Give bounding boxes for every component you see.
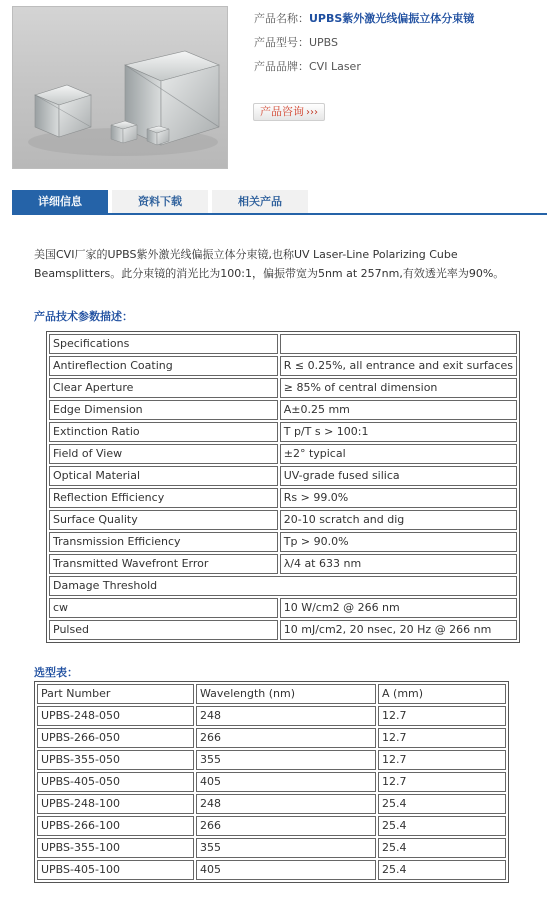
spec-value-cell: T p/T s > 100:1 <box>280 422 517 442</box>
spec-name-cell: Edge Dimension <box>49 400 278 420</box>
chevron-right-icon: ››› <box>306 107 318 118</box>
spec-name-cell: Field of View <box>49 444 278 464</box>
spec-name-cell: Transmission Efficiency <box>49 532 278 552</box>
spec-name-cell: Antireflection Coating <box>49 356 278 376</box>
table-row <box>49 620 517 640</box>
table-cell: UPBS-355-050 <box>37 750 194 770</box>
product-name-value: UPBS紫外激光线偏振立体分束镜 <box>309 12 475 25</box>
table-cell: UPBS-248-100 <box>37 794 194 814</box>
product-model-row <box>254 33 544 57</box>
table-row <box>49 510 517 530</box>
table-cell: 355 <box>196 750 376 770</box>
table-cell: UPBS-405-100 <box>37 860 194 880</box>
table-cell: UPBS-248-050 <box>37 706 194 726</box>
detail-tabs <box>12 190 547 215</box>
spec-name-cell: Extinction Ratio <box>49 422 278 442</box>
product-image <box>12 6 228 169</box>
spec-value-cell: λ/4 at 633 nm <box>280 554 517 574</box>
table-row <box>49 444 517 464</box>
tab-details[interactable]: 详细信息 <box>12 190 108 213</box>
product-model-value: UPBS <box>309 36 339 49</box>
table-cell: UPBS-405-050 <box>37 772 194 792</box>
spec-value-cell: UV-grade fused silica <box>280 466 517 486</box>
table-cell: 12.7 <box>378 772 506 792</box>
table-cell: 248 <box>196 794 376 814</box>
spec-value-cell: ≥ 85% of central dimension <box>280 378 517 398</box>
table-cell: 355 <box>196 838 376 858</box>
table-cell: 266 <box>196 816 376 836</box>
spec-value-cell: Rs > 99.0% <box>280 488 517 508</box>
table-cell: 12.7 <box>378 706 506 726</box>
table-cell: 405 <box>196 772 376 792</box>
product-name-label: 产品名称： <box>254 12 309 25</box>
table-cell: UPBS-355-100 <box>37 838 194 858</box>
table-cell: UPBS-266-050 <box>37 728 194 748</box>
table-row <box>49 554 517 574</box>
table-cell: 25.4 <box>378 794 506 814</box>
table-cell: 405 <box>196 860 376 880</box>
table-row <box>49 378 517 398</box>
spec-name-cell: Specifications <box>49 334 278 354</box>
table-header-row <box>37 684 506 704</box>
table-row <box>49 576 517 596</box>
table-cell: 266 <box>196 728 376 748</box>
spec-value-cell: A±0.25 mm <box>280 400 517 420</box>
spec-name-cell: Reflection Efficiency <box>49 488 278 508</box>
spec-value-cell: 10 W/cm2 @ 266 nm <box>280 598 517 618</box>
tab-downloads[interactable]: 资料下载 <box>112 190 208 213</box>
table-row <box>49 356 517 376</box>
product-name-row <box>254 9 544 33</box>
tab-related-products[interactable]: 相关产品 <box>212 190 308 213</box>
spec-name-cell: Surface Quality <box>49 510 278 530</box>
spec-value-cell: Tp > 90.0% <box>280 532 517 552</box>
product-info <box>254 9 544 81</box>
spec-name-cell: Optical Material <box>49 466 278 486</box>
table-row <box>37 816 506 836</box>
product-brand-row <box>254 57 544 81</box>
table-cell: 248 <box>196 706 376 726</box>
spec-cell: Damage Threshold <box>49 576 517 596</box>
table-cell: UPBS-266-100 <box>37 816 194 836</box>
table-row <box>49 334 517 354</box>
selection-table <box>34 681 509 883</box>
product-model-label: 产品型号： <box>254 36 309 49</box>
table-row <box>49 466 517 486</box>
spec-section-title: 产品技术参数描述： <box>34 310 133 323</box>
table-row <box>37 838 506 858</box>
table-row <box>37 706 506 726</box>
spec-name-cell: cw <box>49 598 278 618</box>
table-row <box>37 728 506 748</box>
spec-value-cell <box>280 334 517 354</box>
table-cell: 12.7 <box>378 728 506 748</box>
product-inquiry-button[interactable] <box>253 103 325 121</box>
product-brand-value: CVI Laser <box>309 60 361 73</box>
table-cell: 25.4 <box>378 860 506 880</box>
table-row <box>49 422 517 442</box>
table-cell: 25.4 <box>378 816 506 836</box>
spec-value-cell: R ≤ 0.25%, all entrance and exit surfaces <box>280 356 517 376</box>
table-row <box>37 860 506 880</box>
table-row <box>49 598 517 618</box>
spec-value-cell: 10 mJ/cm2, 20 nsec, 20 Hz @ 266 nm <box>280 620 517 640</box>
spec-name-cell: Transmitted Wavefront Error <box>49 554 278 574</box>
column-header: A (mm) <box>378 684 506 704</box>
product-description: 美国CVI厂家的UPBS紫外激光线偏振立体分束镜,也称UV Laser-Line Polarizing Cube Beamsplitters。此分束镜的消光比为100:1，偏振带宽为5nm at 257nm,有效透光率为90%。 <box>34 248 505 280</box>
spec-name-cell: Clear Aperture <box>49 378 278 398</box>
spec-value-cell: ±2° typical <box>280 444 517 464</box>
table-cell: 12.7 <box>378 750 506 770</box>
selection-section-title: 选型表： <box>34 666 78 679</box>
product-brand-label: 产品品牌： <box>254 60 309 73</box>
table-row <box>37 772 506 792</box>
spec-table <box>46 331 520 643</box>
table-cell: 25.4 <box>378 838 506 858</box>
table-row <box>49 400 517 420</box>
table-row <box>49 532 517 552</box>
table-row <box>37 750 506 770</box>
table-row <box>37 794 506 814</box>
column-header: Part Number <box>37 684 194 704</box>
column-header: Wavelength (nm) <box>196 684 376 704</box>
product-image-drawing <box>13 7 228 169</box>
spec-value-cell: 20-10 scratch and dig <box>280 510 517 530</box>
table-row <box>49 488 517 508</box>
spec-name-cell: Pulsed <box>49 620 278 640</box>
product-inquiry-label: 产品咨询 <box>260 105 304 118</box>
